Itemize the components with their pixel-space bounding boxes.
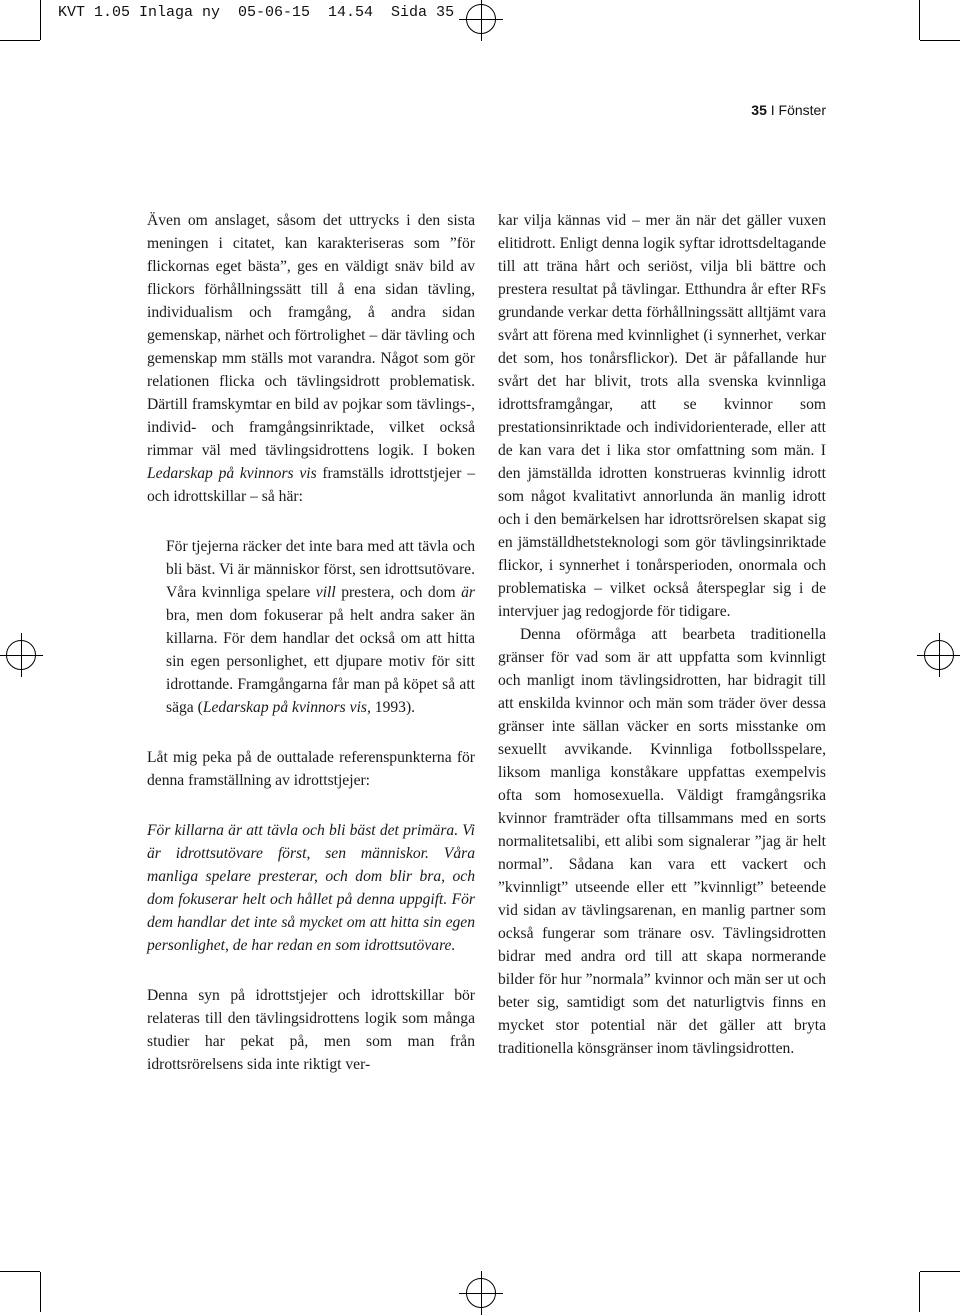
registration-mark-top [466, 4, 496, 34]
crop-mark-top-left-h [0, 40, 40, 41]
crop-mark-bottom-right [919, 1272, 920, 1312]
text-run: Även om anslaget, såsom det uttrycks i den sista meningen i citatet, kan karakteriseras som ”för flickornas eget bästa”, ges en väldigt snäv bild av flickors förhållningssätt till å ena sidan tävling, individualism och framgång, å andra sidan gemenskap, närhet och förtrolighet – där tävling och gemenskap mm ställs mot varandra. Något som gör relationen flicka och tävlingsidrott problematisk. Därtill framskymtar en bild av pojkar som tävlings-, individ- och framgångsinriktade, vilket också rimmar väl med tävlingsidrottens logik. I boken [147, 212, 475, 459]
text-run: För tjejerna räcker det inte bara med att tävla och bli bäst. Vi är människor först, sen idrottsutövare. Våra kvinnliga spelare [166, 538, 475, 601]
paragraph: Denna oförmåga att bearbeta traditionella gränser för vad som är att uppfatta som kvinnligt och manligt inom tävlingsidrotten, har bidragit till att enskilda kvinnor och män som träder över dessa gränser inte sällan väcker en sorts misstanke om sexuellt avvikande. Kvinnliga fotbollsspelare, liksom manliga konståkare uppfattas exempelvis ofta som homosexuella. Väldigt framgångsrika kvinnor framträder ofta tillsammans med en sorts normalitetsalibi, ett alibi som signalerar ”jag är helt normal”. Sådana kan vara ett vackert och ”kvinnligt” utseende eller ett ”kvinnligt” beteende vid sidan av tävlingsarenan, en manlig partner som också fungerar som tränare osv. Tävlingsidrotten bidrar med andra ord till att skapa normerande bilder för hur ”normala” kvinnor och män ser ut och beter sig, samtidigt som det naturligtvis finns en mycket stor potential när det gäller att bryta traditionella könsgränser inom tävlingsidrotten. [498, 626, 826, 1057]
left-column [147, 209, 475, 1076]
book-title: Ledarskap på kvinnors vis [147, 465, 317, 482]
crop-mark-bottom-left-h [0, 1271, 40, 1272]
page-number: 35 [751, 102, 767, 118]
text-run: framställs idrottstjejer – och idrottskillar – så här: [147, 465, 475, 505]
book-title: Ledarskap på kvinnors vis, [202, 699, 371, 716]
print-slug: KVT 1.05 Inlaga ny 05-06-15 14.54 Sida 35 [58, 4, 455, 21]
block-quote [166, 535, 475, 719]
crop-mark-bottom-left [40, 1272, 41, 1312]
running-header [751, 102, 826, 118]
registration-mark-right [924, 640, 954, 670]
section-title: Fönster [778, 102, 826, 118]
right-column [498, 209, 826, 1060]
emphasis: vill [315, 584, 336, 601]
text-run: 1993). [370, 699, 416, 716]
paragraph: Denna syn på idrottstjejer och idrottskillar bör relateras till den tävlingsidrottens logik som många studier har pekat på, men som man från idrottsrörelsens sida inte riktigt ver- [147, 987, 475, 1073]
text-run: prestera, och dom [335, 584, 462, 601]
emphasis: är [461, 584, 475, 601]
crop-mark-bottom-right-h [920, 1271, 960, 1272]
header-separator: I [766, 102, 779, 118]
crop-mark-top-right [919, 0, 920, 40]
registration-mark-bottom [466, 1278, 496, 1308]
italic-quote: För killarna är att tävla och bli bäst det primära. Vi är idrottsutövare först, sen människor. Våra manliga spelare presterar, och dom blir bra, och dom fokuserar helt och hållet på denna uppgift. För dem handlar det inte så mycket om att hitta sin egen personlighet, de har redan en som idrottsutövare. [147, 822, 475, 954]
registration-mark-left [6, 640, 36, 670]
crop-mark-top-right-h [920, 40, 960, 41]
text-run: bra, men dom fokuserar på helt andra saker än killarna. För dem handlar det också om att hitta sin egen personlighet, ett djupare motiv för sitt idrottande. Framgångarna får man på köpet så att säga ( [166, 607, 475, 716]
paragraph: kar vilja kännas vid – mer än när det gäller vuxen elitidrott. Enligt denna logik syftar idrottsdeltagande till att träna hårt och seriöst, vilja bli bättre och prestera resultat på tävlingar. Etthundra år efter RFs grundande verkar detta förhållningssätt alltjämt vara svårt att förena med kvinnlighet (i synnerhet, verkar det som, hos tonårsflickor). Det är påfallande hur svårt det har blivit, trots alla svenska kvinnliga idrottsframgångar, att se kvinnor som prestationsinriktade och individorienterade, eller att de kan vara det i lika stor omfattning som män. I den jämställda idrotten konstrueras kvinnlig idrott som något kvalitativt annorlunda än manlig idrott och i den bemärkelsen har idrottsrörelsen skapat sig en jämställdhetsteknologi som gör tävlingsinriktade flickor, i synnerhet i tonårsperioden, onormala och problematiska – vilket också återspeglar sig i de intervjuer jag redogjorde för tidigare. [498, 212, 826, 620]
crop-mark-top-left [40, 0, 41, 40]
paragraph [147, 209, 475, 508]
paragraph: Låt mig peka på de outtalade referenspunkterna för denna framställning av idrottstjejer: [147, 749, 475, 789]
